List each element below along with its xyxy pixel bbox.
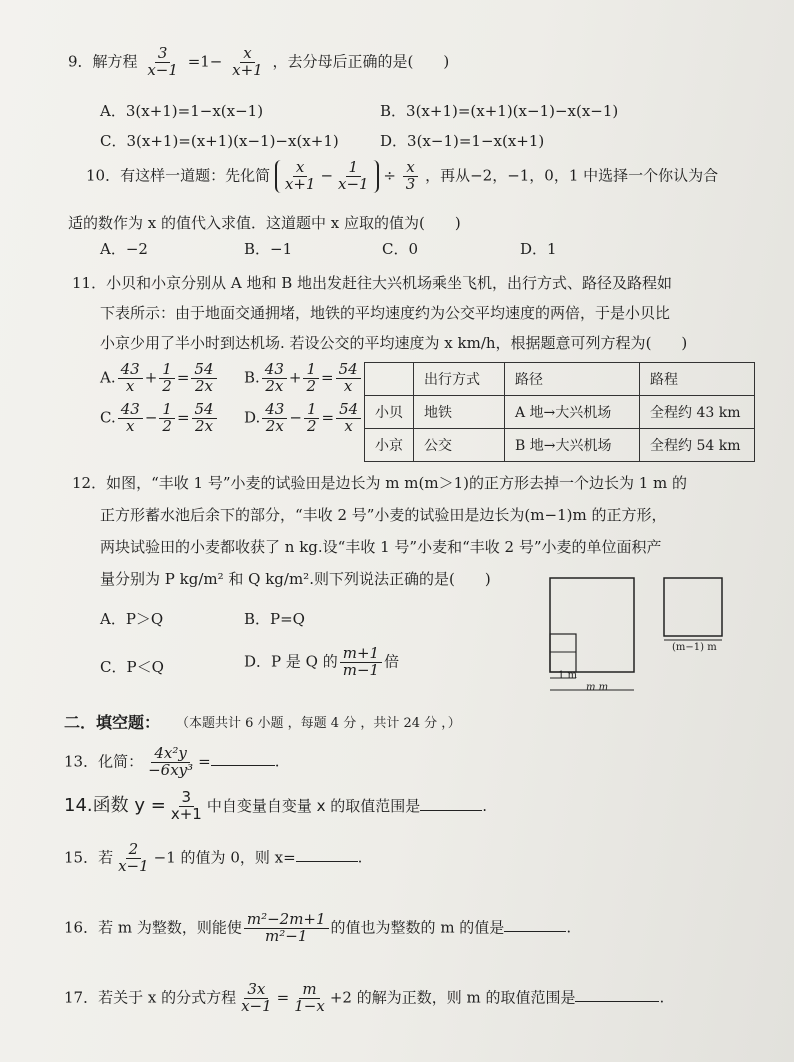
q11-line2: 下表所示：由于地面交通拥堵，地铁的平均速度约为公交平均速度的两倍，于是小贝比 xyxy=(100,304,671,322)
fig-big-label: m m xyxy=(586,682,609,693)
fig-small-label: 1 m xyxy=(558,670,578,681)
q9-option-a[interactable]: A．3(x+1)=1−x(x−1) xyxy=(100,102,264,120)
q17: 17．若关于 x 的分式方程 $\frac{3x}{x-1}$ = $\frac{m}{1-x}$ +2 的解为正数，则 m 的取值范围是 . xyxy=(64,980,665,1015)
q14: 14.函数 y = $\frac{3}{x+1}$ 中自变量自变量 x 的取值范围是 . xyxy=(64,788,488,823)
q10-option-d[interactable]: D．1 xyxy=(520,240,557,258)
q11-route-table xyxy=(364,362,755,462)
q9-option-b[interactable]: B．3(x+1)=(x+1)(x−1)−x(x−1) xyxy=(380,102,619,120)
table-header-row: 出行方式 路径 路程 xyxy=(365,363,755,396)
fig-right-label: (m−1) m xyxy=(672,642,717,653)
pond-inner xyxy=(550,652,576,672)
q9-option-c[interactable]: C．3(x+1)=(x+1)(x−1)−x(x+1) xyxy=(100,132,339,150)
q12-option-d[interactable]: D．P 是 Q 的 $\frac{m+1}{m-1}$ 倍 xyxy=(244,644,400,679)
section2-note: （本题共计 6 小题 ，每题 4 分 ，共计 24 分 ，） xyxy=(176,716,461,731)
q9-fraction-left: $\frac{3}{x-1}$ xyxy=(147,44,178,79)
q13: 13．化简： $\frac{\text{4x²y}}{\text{−6xy³}}$ = . xyxy=(64,744,280,779)
field2-square xyxy=(664,578,722,636)
table-row: 小京 公交 B 地→大兴机场 全程约 54 km xyxy=(365,429,755,462)
q12-option-a[interactable]: A．P＞Q xyxy=(100,610,164,628)
q12-line1: 12．如图，“丰收 1 号”小麦的试验田是边长为 m m(m＞1)的正方形去掉一个边长为 1 m 的 xyxy=(72,474,688,492)
q9-option-d[interactable]: D．3(x−1)=1−x(x+1) xyxy=(380,132,545,150)
pond-square xyxy=(550,634,576,672)
q10-option-c[interactable]: C．0 xyxy=(382,240,419,258)
q12-option-b[interactable]: B．P=Q xyxy=(244,610,305,628)
q13-answer-blank[interactable] xyxy=(211,765,275,766)
q11-line1: 11．小贝和小京分别从 A 地和 B 地出发赶往大兴机场乘坐飞机，出行方式、路径及路程如 xyxy=(72,274,673,292)
q11-line3: 小京少用了半小时到达机场. 若设公交的平均速度为 x km/h，根据题意可列方程为( ) xyxy=(100,334,688,352)
q15: 15．若 $\frac{2}{x-1}$ −1 的值为 0，则 x= . xyxy=(64,840,363,875)
q12-line4: 量分别为 P kg/m² 和 Q kg/m².则下列说法正确的是( ) xyxy=(100,570,491,588)
q9-stem: 9．解方程 $\frac{3}{x-1}$ =1− $\frac{x}{x+1}$ ，去分母后正确的是( ) xyxy=(68,44,450,79)
q10-option-b[interactable]: B．−1 xyxy=(244,240,293,258)
q9-prefix: 9．解方程 xyxy=(68,52,138,71)
field1-square xyxy=(550,578,634,672)
q10-option-a[interactable]: A．−2 xyxy=(100,240,148,258)
table-row: 小贝 地铁 A 地→大兴机场 全程约 43 km xyxy=(365,396,755,429)
q11-option-c[interactable]: C. $\frac{43}{x}$ − $\frac{1}{2}$ = $\frac{54}{2x}$ xyxy=(100,402,219,435)
q10-bracket-expression: $\frac{x}{x+1}$ − $\frac{1}{x-1}$ xyxy=(275,160,379,193)
q10-line2: 适的数作为 x 的值代入求值．这道题中 x 应取的值为( ) xyxy=(68,214,461,232)
q16: 16．若 m 为整数，则能使 $\frac{\text{m²−2m+1}}{\text{m²−1}}$ 的值也为整数的 m 的值是 . xyxy=(64,910,572,945)
q14-answer-blank[interactable] xyxy=(420,810,482,811)
q10-stem: 10．有这样一道题：先化简 $\frac{x}{x+1}$ − $\frac{1}{x-1}$ ÷ $\frac{x}{3}$ ，再从−2，−1，0，1 中选择一个你认为合 xyxy=(86,158,719,193)
q12-option-c[interactable]: C．P＜Q xyxy=(100,658,164,676)
q11-option-d[interactable]: D. $\frac{43}{2x}$ − $\frac{1}{2}$ = $\frac{54}{x}$ xyxy=(244,402,363,435)
q9-fraction-right: $\frac{x}{x+1}$ xyxy=(232,44,263,79)
q12-line2: 正方形蓄水池后余下的部分，“丰收 2 号”小麦的试验田是边长为(m−1)m 的正方形， xyxy=(100,506,667,524)
q11-option-b[interactable]: B. $\frac{43}{2x}$ + $\frac{1}{2}$ = $\frac{54}{x}$ xyxy=(244,362,363,395)
q15-answer-blank[interactable] xyxy=(296,861,358,862)
q11-option-a[interactable]: A. $\frac{43}{x}$ + $\frac{1}{2}$ = $\frac{54}{2x}$ xyxy=(100,362,219,395)
q17-answer-blank[interactable] xyxy=(575,1001,659,1002)
q16-answer-blank[interactable] xyxy=(504,931,566,932)
q12-line3: 两块试验田的小麦都收获了 n kg.设“丰收 1 号”小麦和“丰收 2 号”小麦的单位面积产 xyxy=(100,538,662,556)
section2-title: 二．填空题： xyxy=(64,713,161,732)
